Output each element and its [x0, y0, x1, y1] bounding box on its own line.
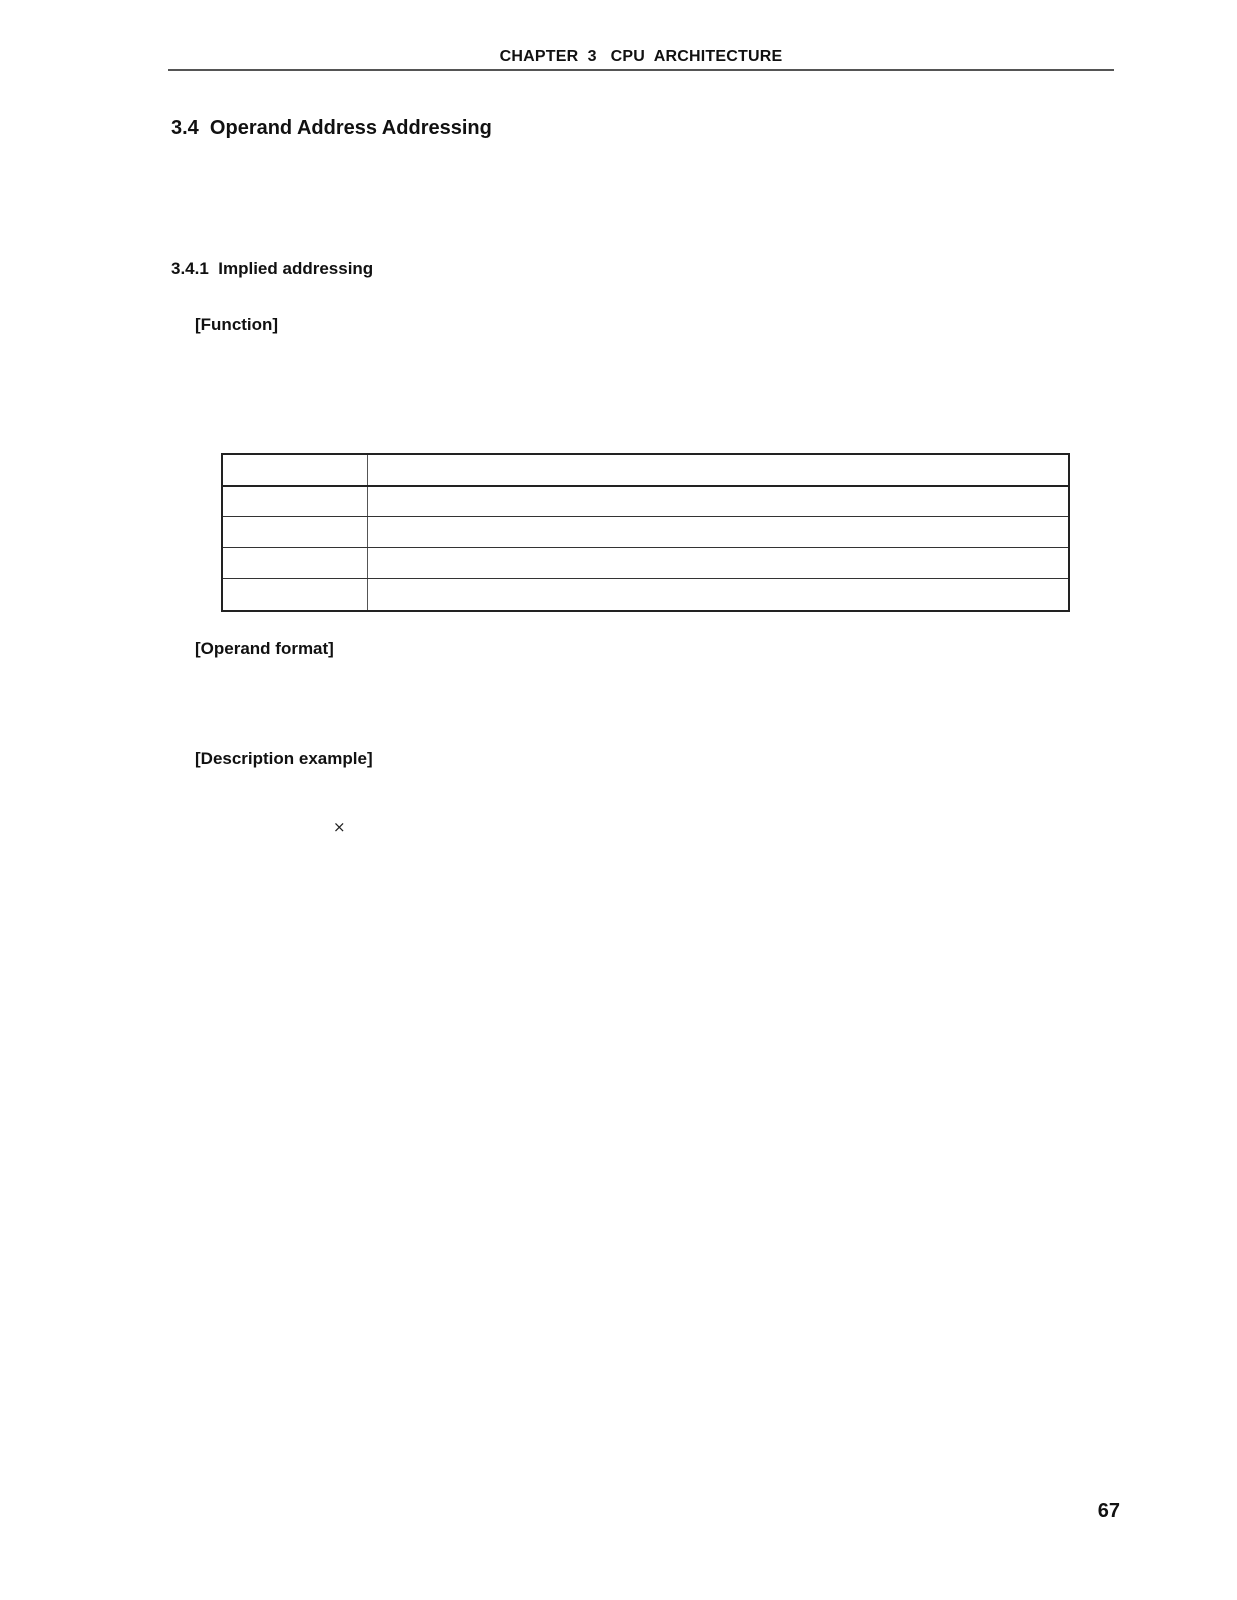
running-header: CHAPTER 3 CPU ARCHITECTURE [499, 48, 783, 65]
operand-format-label: [Operand format] [195, 639, 334, 658]
multiplication-sign: × [333, 818, 346, 836]
header-rule [168, 69, 1114, 71]
section-title: 3.4 Operand Address Addressing [171, 117, 492, 139]
description-example-label: [Description example] [195, 749, 373, 768]
table-row-separator [223, 547, 1068, 548]
page-number: 67 [1097, 1500, 1120, 1522]
table-header-separator [223, 485, 1068, 487]
table-row-separator [223, 578, 1068, 579]
subsection-title: 3.4.1 Implied addressing [171, 259, 374, 278]
table-column-separator [367, 455, 368, 610]
function-label: [Function] [195, 315, 279, 334]
register-table [221, 453, 1070, 612]
table-row-separator [223, 516, 1068, 517]
